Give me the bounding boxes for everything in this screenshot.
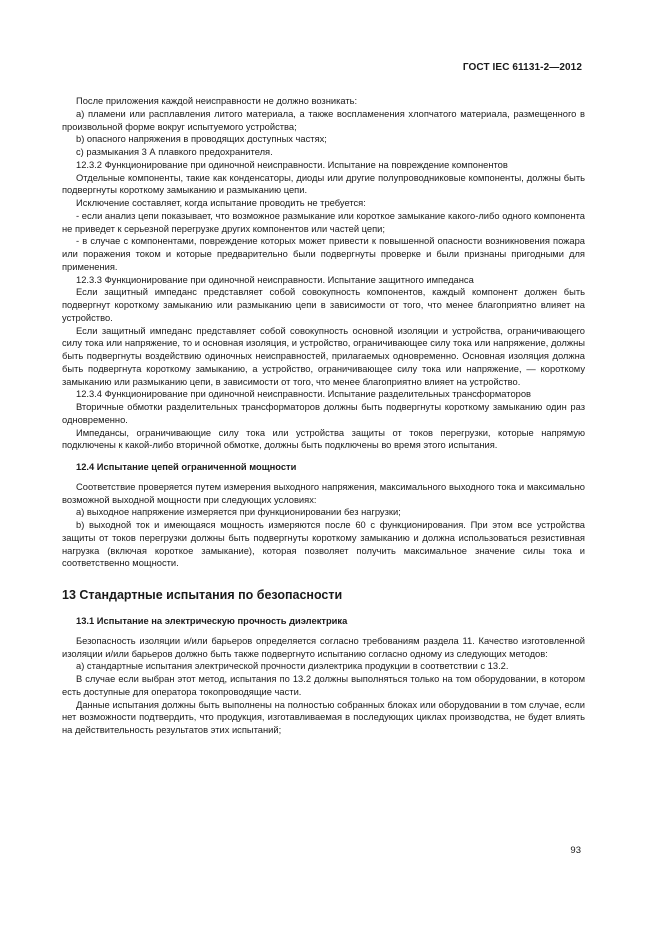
- page-number: 93: [570, 845, 581, 856]
- page-content: [62, 95, 585, 737]
- paragraph: Отдельные компоненты, такие как конденсаторы, диоды или другие полупроводниковые компоненты, должны быть подвергнуты короткому замыканию и размыканию цепи.: [62, 172, 585, 196]
- subsection-heading: 12.3.2 Функционирование при одиночной неисправности. Испытание на повреждение компонентов: [76, 159, 508, 170]
- list-item: - в случае с компонентами, повреждение которых может привести к повышенной опасности возникновения пожара или поражения током и которые предварительно были подвергнуты проверке и были признаны пригодными для применения.: [62, 236, 585, 272]
- standard-header: ГОСТ IEC 61131-2—2012: [462, 62, 582, 73]
- paragraph: Импедансы, ограничивающие силу тока или устройства защиты от токов перегрузки, которые напрямую подключены к какой-либо вторичной обмотке, должны быть подключены во время этого испытания.: [62, 427, 585, 451]
- paragraph: Безопасность изоляции и/или барьеров определяется согласно требованиям раздела 11. Качество изготовленной изоляции и/или барьеров должно быть также подвергнуто испытанию согласно одному из следующих методов:: [62, 635, 585, 659]
- paragraph: Если защитный импеданс представляет собой совокупность основной изоляции и устройства, ограничивающего силу тока или напряжение, то и основная изоляция, и устройство, ограничивающее силу тока или напряжение, должны быть подвергнуты воздействию одиночных неисправностей, прилагаемых одновременно. Основная изоляция должна быть подвергнута короткому замыканию, а устройство, ограничивающее силу тока или напряжение, — короткому замыканию или размыканию цепи, в зависимости от того, что менее благоприятно влияет на устройство.: [62, 325, 585, 387]
- paragraph: Соответствие проверяется путем измерения выходного напряжения, максимального выходного тока и максимально возможной выходной мощности при следующих условиях:: [62, 481, 585, 505]
- section-heading-12-4: 12.4 Испытание цепей ограниченной мощности: [76, 462, 297, 472]
- list-item: a) стандартные испытания электрической прочности диэлектрика продукции в соответствии с 13.2.: [76, 661, 509, 672]
- subsection-heading: 12.3.4 Функционирование при одиночной неисправности. Испытание разделительных трансформаторов: [76, 389, 532, 400]
- paragraph: Данные испытания должны быть выполнены на полностью собранных блоках или оборудовании в том случае, если нет возможности подтвердить, что продукция, изготавливаемая в последующих циклах производства, не будет влиять на действительность результатов этих испытаний;: [62, 699, 585, 735]
- section-heading-13: 13 Стандартные испытания по безопасности: [62, 588, 343, 602]
- section-heading-13-1: 13.1 Испытание на электрическую прочность диэлектрика: [76, 616, 348, 626]
- paragraph: Исключение составляет, когда испытание проводить не требуется:: [76, 198, 366, 208]
- list-item: c) размыкания 3 А плавкого предохранителя.: [76, 147, 273, 157]
- paragraph: В случае если выбран этот метод, испытания по 13.2 должны выполняться только на том оборудовании, в котором есть доступные для оператора токопроводящие части.: [62, 674, 585, 697]
- list-item: a) пламени или расплавления литого материала, а также воспламенения хлопчатого материала, размещенного в произвольной форме вокруг испытуемого устройства;: [62, 108, 585, 132]
- list-item: b) выходной ток и имеющаяся мощность измеряются после 60 с функционирования. При этом все устройства защиты от токов перегрузки должны быть подвергнуты короткому замыканию и должна использоваться резистивная нагрузка (включая короткое замыкание), которая позволяет получить максимальное значение силы тока и соответственно мощности.: [62, 520, 585, 569]
- paragraph: Если защитный импеданс представляет собой совокупность компонентов, каждый компонент должен быть подвергнут короткому замыканию или размыканию цепи в зависимости от того, что менее благоприятно влияет на устройство.: [62, 287, 585, 323]
- paragraph: Вторичные обмотки разделительных трансформаторов должны быть подвергнуты короткому замыканию один раз одновременно.: [62, 402, 585, 425]
- list-item: a) выходное напряжение измеряется при функционировании без нагрузки;: [76, 507, 401, 518]
- list-item: b) опасного напряжения в проводящих доступных частях;: [76, 134, 327, 145]
- subsection-heading: 12.3.3 Функционирование при одиночной неисправности. Испытание защитного импеданса: [76, 274, 474, 285]
- paragraph: После приложения каждой неисправности не должно возникать:: [76, 96, 358, 106]
- list-item: - если анализ цепи показывает, что возможное размыкание или короткое замыкание какого-либо одного компонента не приведет к серьезной перегрузке других компонентов или частей цепи;: [62, 210, 585, 234]
